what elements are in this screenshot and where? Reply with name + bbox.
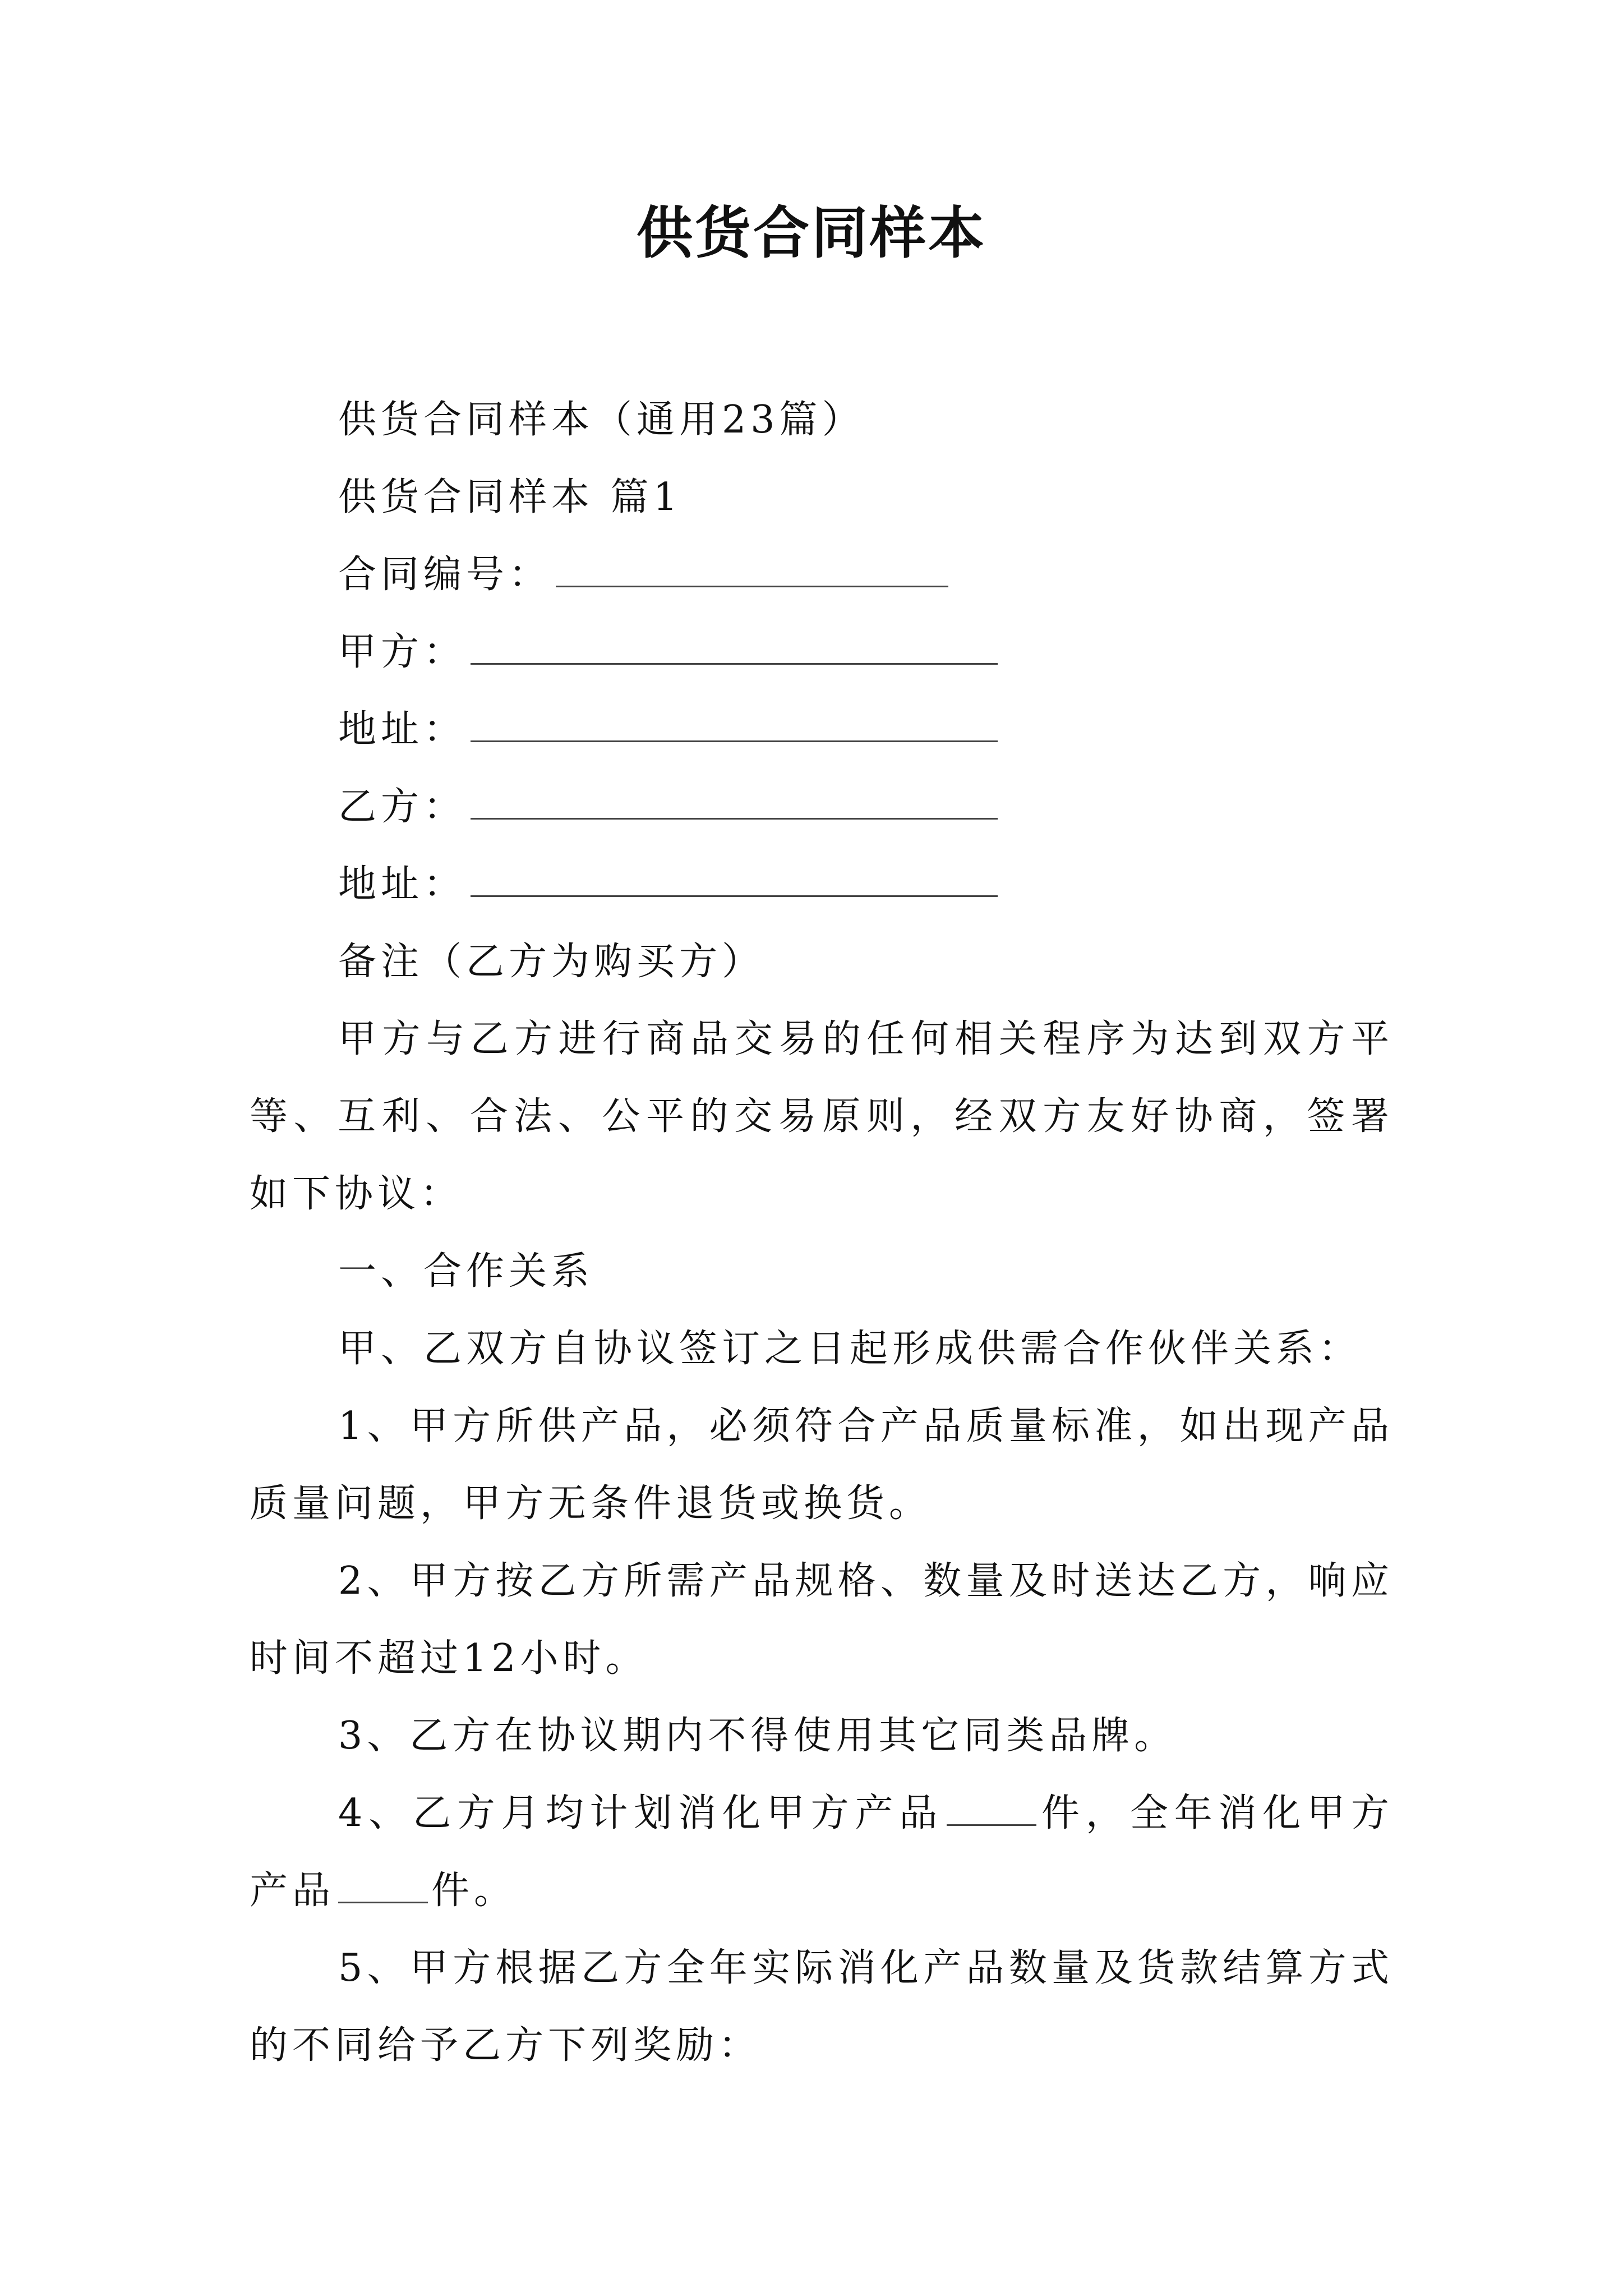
party-b-label: 乙方： <box>338 785 467 829</box>
intro-paragraph: 甲方与乙方进行商品交易的任何相关程序为达到双方平等、互利、合法、公平的交易原则，经双方友好协商，签署如下协议： <box>250 1017 1394 1216</box>
clause-1-heading: 一、合作关系 <box>338 1249 594 1294</box>
note-line: 备注（乙方为购买方） <box>338 940 765 984</box>
section-heading: 供货合同样本 篇1 <box>338 475 682 519</box>
address-b-row <box>250 846 1394 923</box>
document-subtitle: 供货合同样本（通用23篇） <box>338 398 865 442</box>
party-a-label: 甲方： <box>338 630 467 674</box>
address-b-blank <box>471 884 998 897</box>
item-4-part-2: 件，全年消化甲方产品 <box>250 1791 1394 1913</box>
document-body <box>250 381 1394 2085</box>
item-3: 3、乙方在协议期内不得使用其它同类品牌。 <box>338 1714 1177 1758</box>
annual-quantity-blank <box>338 1890 428 1903</box>
address-a-blank <box>471 729 998 742</box>
item-2: 2、甲方按乙方所需产品规格、数量及时送达乙方，响应时间不超过12小时。 <box>250 1559 1394 1681</box>
contract-number-label: 合同编号： <box>338 553 552 597</box>
address-a-label: 地址： <box>338 707 467 752</box>
item-4-part-1: 4、乙方月均计划消化甲方产品 <box>338 1791 944 1835</box>
contract-number-row <box>250 536 1394 614</box>
item-4-part-3: 件。 <box>431 1869 517 1913</box>
address-a-row <box>250 691 1394 769</box>
item-5: 5、甲方根据乙方全年实际消化产品数量及货款结算方式的不同给予乙方下列奖励： <box>250 1946 1394 2068</box>
item-1: 1、甲方所供产品，必须符合产品质量标准，如出现产品质量问题，甲方无条件退货或换货。 <box>250 1404 1394 1526</box>
contract-number-blank <box>556 574 948 587</box>
clause-1-text: 甲、乙双方自协议签订之日起形成供需合作伙伴关系： <box>338 1327 1362 1371</box>
item-4 <box>250 1775 1394 1930</box>
address-b-label: 地址： <box>338 862 467 907</box>
party-a-row <box>250 614 1394 691</box>
document-title: 供货合同样本 <box>637 200 986 266</box>
party-b-row <box>250 769 1394 846</box>
monthly-quantity-blank <box>947 1813 1036 1826</box>
party-a-blank <box>471 652 998 665</box>
party-b-blank <box>471 807 998 820</box>
